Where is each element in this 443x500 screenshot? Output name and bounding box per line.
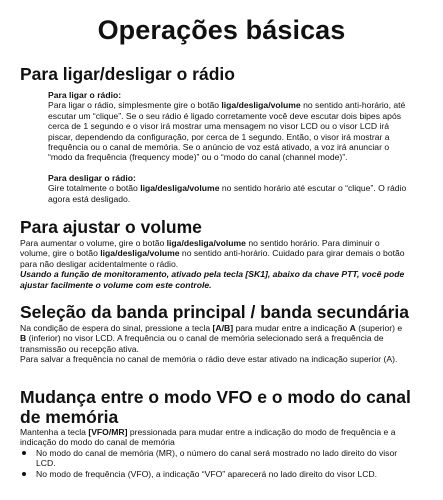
paragraph-band: Na condição de espera do sinal, pressione a tecla [A/B] para mudar entre a indicação A (superior) e B (inferior) no visor LCD. A frequência ou o canal de memória selecionado será a frequência de transmissão ou recepção ativa. [20, 323, 403, 354]
note-monitor: Usando a função de monitoramento, ativado pela tecla [SK1], abaixo da chave PTT, você pode ajustar facilmente o volume com este controle. [20, 269, 405, 290]
list-item: No modo do canal de memória (MR), o número do canal será mostrado no lado direito do visor LCD. [20, 448, 410, 469]
section-body-vfo [20, 427, 410, 479]
section-heading-vfo: Mudança entre o modo VFO e o modo do canal de memória [20, 387, 411, 427]
section-body-band [20, 323, 410, 365]
paragraph-vfo: Mantenha a tecla [VFO/MR] pressionada para mudar entre a indicação do modo de frequência e a indicação do modo do canal de memória [20, 427, 396, 448]
section-body-volume [20, 238, 410, 290]
page-title: Operações básicas [97, 15, 346, 45]
paragraph-band-save: Para salvar a frequência no canal de memória o rádio deve estar ativado na indicação superior (A). [20, 354, 398, 365]
section-heading-band: Seleção da banda principal / banda secundária [20, 302, 410, 322]
subheading-power-off: Para desligar o rádio: [48, 172, 136, 183]
subheading-power-on: Para ligar o rádio: [48, 90, 122, 100]
section-heading-volume: Para ajustar o volume [20, 217, 202, 237]
section-heading-power: Para ligar/desligar o rádio [20, 64, 235, 84]
section-body-power [48, 90, 408, 204]
bullet-icon [22, 472, 26, 476]
paragraph-volume: Para aumentar o volume, gire o botão liga/desliga/volume no sentido horário. Para diminuir o volume, gire o botão liga/desliga/volume no sentido anti-horário. Cuidado para girar demais o botão para não desligar acidentalmente o rádio. [20, 238, 405, 269]
paragraph-power-off: Gire totalmente o botão liga/desliga/volume no sentido horário até escutar o “clique”. O rádio agora está desligado. [48, 183, 407, 204]
paragraph-power-on: Para ligar o rádio, simplesmente gire o botão liga/desliga/volume no sentido anti-horário, até escutar um “clique”. Se o seu rádio é ligado corretamente você deve escutar dois bipes após cerca de 1 segundo e o visor irá mostrar uma mensagem no visor LCD ou o visor LCD irá piscar, dependendo da configuração, por cerca de 1 segundo. Então, o visor irá mostrar a frequência ou o canal de memória. Se o anúncio de voz está ativado, a voz irá anunciar o “modo da frequência (frequency mode)” ou o “modo do canal (channel mode)”. [48, 100, 406, 163]
vfo-list [20, 448, 410, 479]
bullet-icon [22, 451, 26, 455]
list-item: No modo de frequência (VFO), a indicação “VFO” aparecerá no lado direito do visor LCD. [20, 469, 410, 479]
